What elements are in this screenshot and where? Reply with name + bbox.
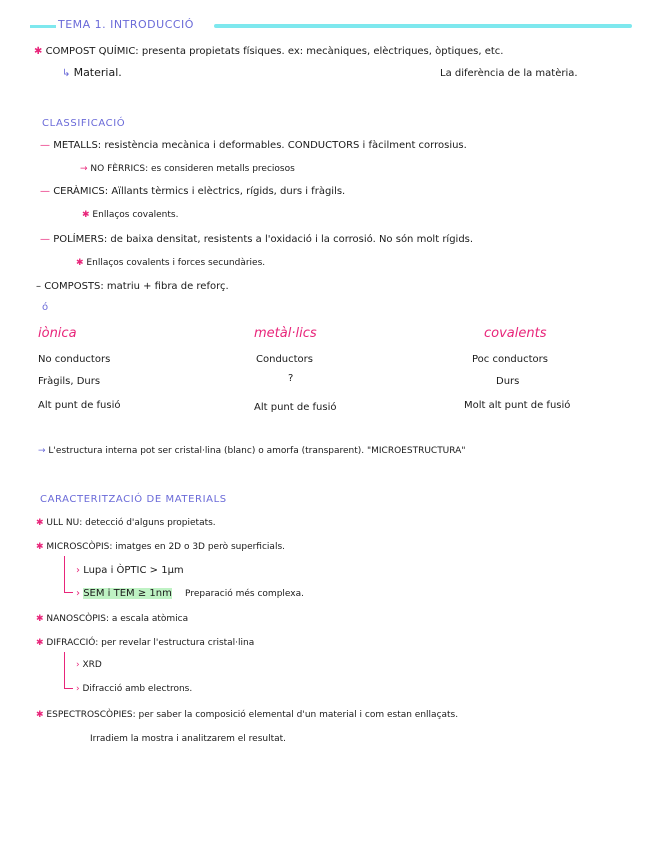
espectroscopis-line — [36, 710, 458, 720]
bullet-icon: ✱ — [36, 518, 44, 528]
table-cell: Molt alt punt de fusió — [464, 400, 571, 411]
ull-text: ULL NU: detecció d'alguns propietats. — [46, 518, 216, 528]
dash-icon: — — [40, 186, 50, 197]
table-cell: No conductors — [38, 354, 111, 365]
metalls-text: METALLS: resistència mecànica i deformables. CONDUCTORS i fàcilment corrosius. — [53, 140, 467, 151]
structure-note — [38, 446, 465, 456]
bullet-icon: ✱ — [34, 46, 43, 57]
espectroscopis-text: ESPECTROSCÒPIES: per saber la composició elemental d'un material i com estan enllaçats. — [46, 710, 459, 720]
intro-sub — [62, 66, 122, 79]
table-cell: Alt punt de fusió — [38, 400, 121, 411]
bullet-icon: ✱ — [36, 638, 44, 648]
polimers-line — [40, 234, 473, 245]
bullet-icon: ✱ — [36, 710, 44, 720]
nanoscopis-text: NANOSCÒPIS: a escala atòmica — [46, 614, 189, 624]
polimers-text: POLÍMERS: de baixa densitat, resistents a l'oxidació i la corrosió. No són molt rígids. — [53, 234, 474, 245]
table-cell: Fràgils, Durs — [38, 376, 101, 387]
difraccio-line — [36, 638, 254, 648]
intro-right-note: La diferència de la matèria. — [440, 68, 578, 79]
table-cell: Durs — [496, 376, 520, 387]
dash-icon: – — [36, 281, 41, 292]
arrow-icon: › — [76, 565, 80, 576]
title-underline-left — [30, 25, 56, 28]
arrow-icon: › — [76, 660, 80, 670]
o-mark: ó — [42, 302, 49, 313]
dash-icon: — — [40, 234, 50, 245]
polimers-sub — [76, 258, 265, 268]
section-heading-characterization: CARACTERITZACIÓ DE MATERIALS — [40, 494, 227, 505]
ceramics-sub-text: Enllaços covalents. — [92, 210, 179, 220]
table-header-ionica: iònica — [38, 326, 77, 341]
composts-text: COMPOSTS: matriu + fibra de reforç. — [44, 281, 229, 292]
metalls-sub-text: NO FÈRRICS: es consideren metalls preciosos — [90, 164, 295, 174]
sem-text: SEM i TEM ≥ 1nm — [83, 588, 172, 599]
ull-line — [36, 518, 216, 528]
bullet-icon: ✱ — [36, 542, 44, 552]
table-cell: ? — [288, 373, 294, 384]
arrow-icon: › — [76, 684, 80, 694]
dash-icon: — — [40, 140, 50, 151]
table-header-covalents: covalents — [484, 326, 547, 341]
structure-note-text: L'estructura interna pot ser cristal·lina (blanc) o amorfa (transparent). "MICROESTRUCTURA" — [48, 446, 466, 456]
nanoscopis-line — [36, 614, 188, 624]
metalls-line — [40, 140, 467, 151]
microscopis-line — [36, 542, 285, 552]
bracket-icon — [64, 652, 73, 689]
xrd-text: XRD — [82, 660, 102, 670]
espectroscopis-sub: Irradiem la mostra i analitzarem el resultat. — [90, 734, 287, 744]
bullet-icon: ✱ — [82, 210, 90, 220]
difraccio-electrons-line — [76, 684, 192, 694]
page-title: TEMA 1. INTRODUCCIÓ — [58, 18, 194, 31]
table-cell: Poc conductors — [472, 354, 548, 365]
table-header-metallics: metàl·lics — [254, 326, 317, 341]
bullet-icon: ✱ — [36, 614, 44, 624]
bracket-icon — [64, 556, 73, 593]
section-heading-classification: CLASSIFICACIÓ — [42, 118, 126, 129]
microscopis-text: MICROSCÒPIS: imatges en 2D o 3D però superficials. — [46, 542, 285, 552]
intro-bullet — [34, 46, 503, 57]
composts-line — [36, 281, 229, 292]
bullet-icon: ✱ — [76, 258, 84, 268]
sem-note-text: Preparació més complexa. — [185, 589, 304, 599]
arrow-icon: ↳ — [62, 68, 71, 79]
arrow-icon: → — [38, 446, 46, 456]
difraccio-electrons-text: Difracció amb electrons. — [82, 684, 193, 694]
xrd-line — [76, 660, 102, 670]
arrow-icon: › — [76, 588, 80, 599]
ceramics-line — [40, 186, 345, 197]
intro-bullet-text: COMPOST QUÍMIC: presenta propietats físiques. ex: mecàniques, elèctriques, òptiques, etc. — [45, 46, 504, 57]
metalls-sub — [80, 164, 295, 174]
difraccio-text: DIFRACCIÓ: per revelar l'estructura cristal·lina — [46, 638, 255, 648]
intro-sub-text: Material. — [73, 66, 122, 79]
sem-line — [76, 588, 304, 599]
lupa-line — [76, 565, 184, 576]
title-highlight-bar — [214, 24, 632, 28]
polimers-sub-text: Enllaços covalents i forces secundàries. — [86, 258, 266, 268]
ceramics-text: CERÀMICS: Aïllants tèrmics i elèctrics, rígids, durs i fràgils. — [53, 186, 346, 197]
arrow-icon: → — [80, 164, 88, 174]
lupa-text: Lupa i ÒPTIC > 1μm — [83, 565, 184, 576]
ceramics-sub — [82, 210, 178, 220]
table-cell: Conductors — [256, 354, 313, 365]
table-cell: Alt punt de fusió — [254, 402, 337, 413]
